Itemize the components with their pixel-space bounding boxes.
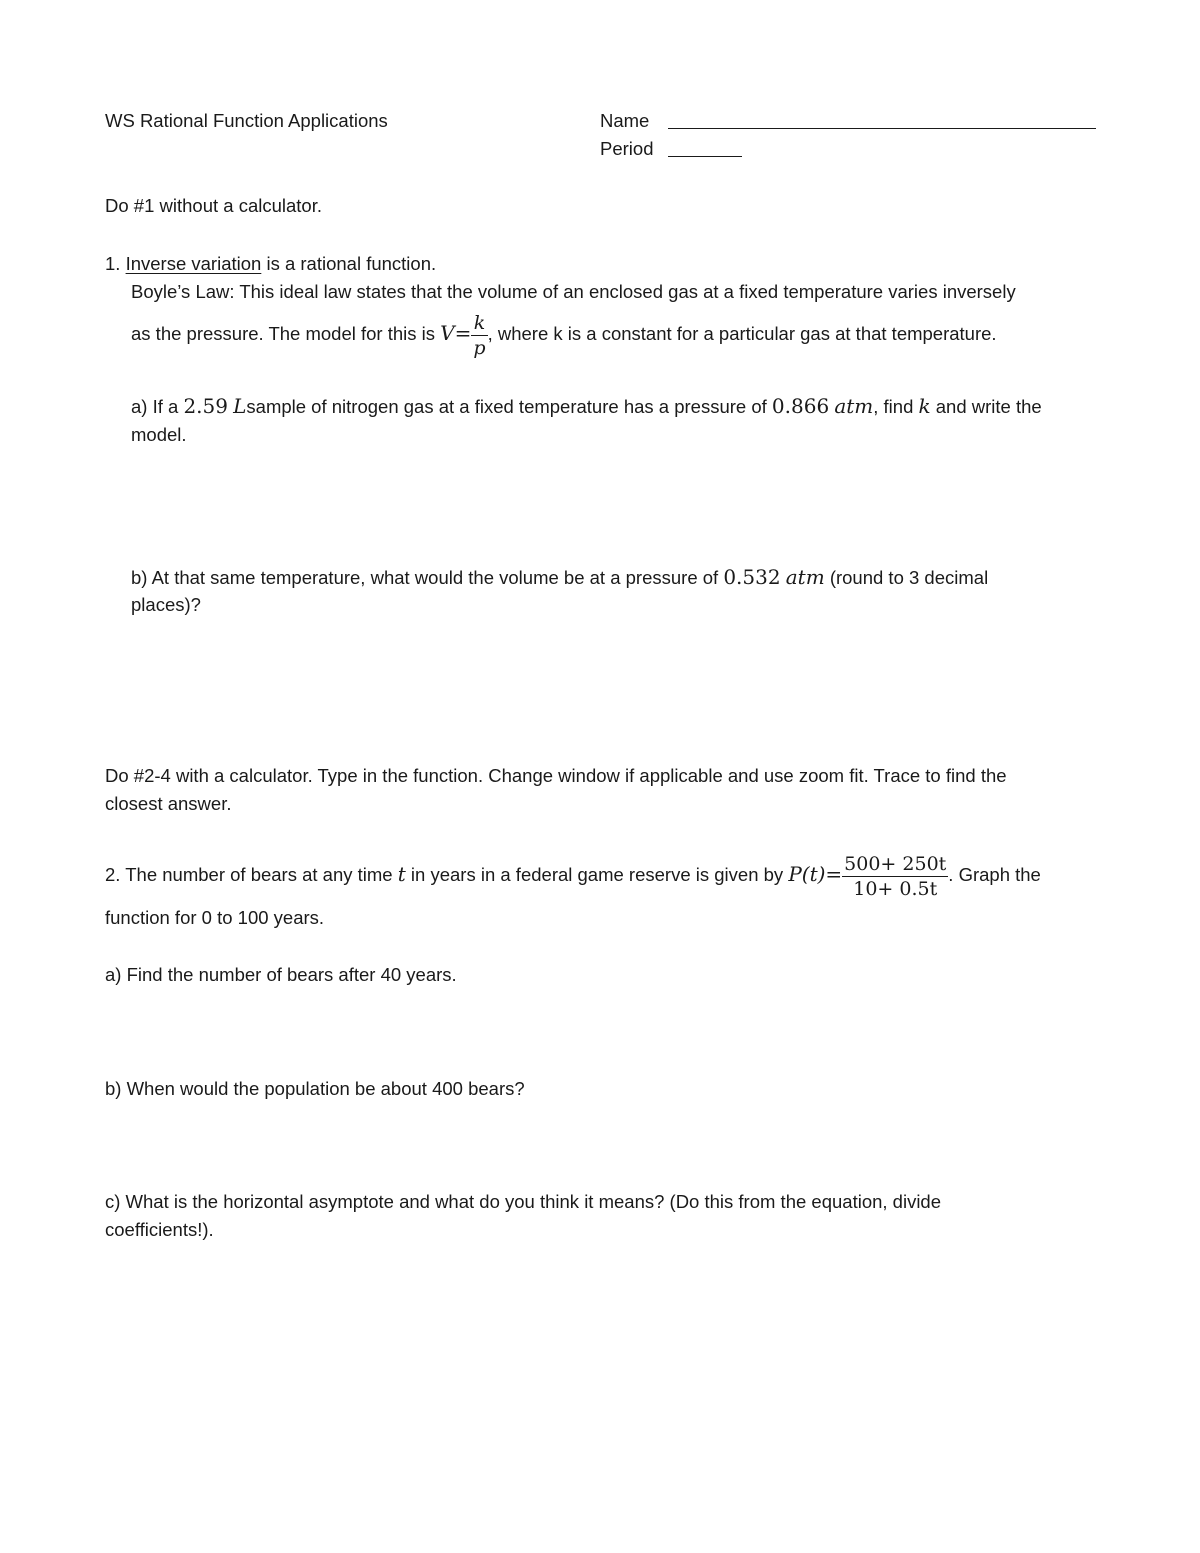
q1-model-eq: =: [454, 321, 472, 345]
instruction-part2-line1: Do #2-4 with a calculator. Type in the function. Change window if applicable and use zoom fit. Trace to find the: [105, 765, 1007, 786]
q1b-pressure: 0.532: [723, 565, 781, 589]
q1-model-num: k: [473, 311, 486, 334]
q1-model-V: V: [440, 321, 455, 345]
instruction-part1: Do #1 without a calculator.: [105, 195, 322, 216]
q2-after: . Graph the: [948, 864, 1041, 885]
q2-line2: function for 0 to 100 years.: [105, 907, 325, 928]
q1a-end: and write the: [935, 396, 1042, 417]
q1a-volume: 2.59: [183, 394, 228, 418]
worksheet-title: WS Rational Function Applications: [105, 110, 388, 131]
q2-func-fraction: [842, 852, 948, 901]
q1-intro: [105, 253, 436, 275]
name-blank-line[interactable]: [668, 128, 1096, 129]
q1a-mid2: , find: [873, 396, 914, 417]
period-label: Period: [600, 138, 654, 159]
q1a-unit: L: [233, 394, 247, 418]
q1b-unit: atm: [785, 565, 825, 589]
q2a: a) Find the number of bears after 40 years.: [105, 964, 457, 985]
q1-model-fraction: [471, 311, 487, 360]
q1b-after: (round to 3 decimal: [829, 567, 989, 588]
q1a-label: a) If a: [131, 396, 179, 417]
q2b: b) When would the population be about 400 bears?: [105, 1078, 525, 1099]
q2-line1: [105, 848, 1041, 900]
q1b-line1: [131, 566, 988, 589]
q2-t: t: [397, 862, 406, 886]
q1a-line2: model.: [131, 424, 187, 445]
q1-model-after: , where k is a constant for a particular gas at that temperature.: [487, 323, 997, 344]
q1-number: 1.: [105, 253, 121, 274]
q1-model-line: [131, 308, 997, 358]
q2-before: 2. The number of bears at any time: [105, 864, 393, 885]
q2-func-lhs: P(t)=: [788, 862, 843, 886]
period-blank-line[interactable]: [668, 156, 742, 157]
q1a-mid: sample of nitrogen gas at a fixed temperature has a pressure of: [246, 396, 767, 417]
q1b-before: b) At that same temperature, what would the volume be at a pressure of: [131, 567, 719, 588]
q1a-pressure: 0.866: [771, 394, 830, 418]
instruction-part2-line2: closest answer.: [105, 793, 232, 814]
q2-middle: in years in a federal game reserve is given by: [410, 864, 784, 885]
q1a-k: k: [918, 394, 931, 418]
q1-term-inverse-variation: Inverse variation: [125, 253, 262, 274]
name-label: Name: [600, 110, 650, 131]
q2-func-num: 500+ 250t: [844, 852, 947, 875]
q1a-pressure-unit: atm: [834, 394, 874, 418]
q2c-line1: c) What is the horizontal asymptote and what do you think it means? (Do this from the equation, divide: [105, 1191, 942, 1212]
q2-func-den: 10+ 0.5t: [842, 876, 948, 901]
q2c-line2: coefficients!).: [105, 1219, 214, 1240]
q1-intro-rest: is a rational function.: [261, 253, 437, 274]
q1-boyle-line: Boyle’s Law: This ideal law states that the volume of an enclosed gas at a fixed temperature varies inversely: [131, 281, 1016, 302]
q1-model-den: p: [473, 336, 486, 359]
q1-model-before: as the pressure. The model for this is: [131, 323, 436, 344]
q1a-line1: [131, 395, 1042, 418]
q1b-line2: places)?: [131, 594, 201, 615]
